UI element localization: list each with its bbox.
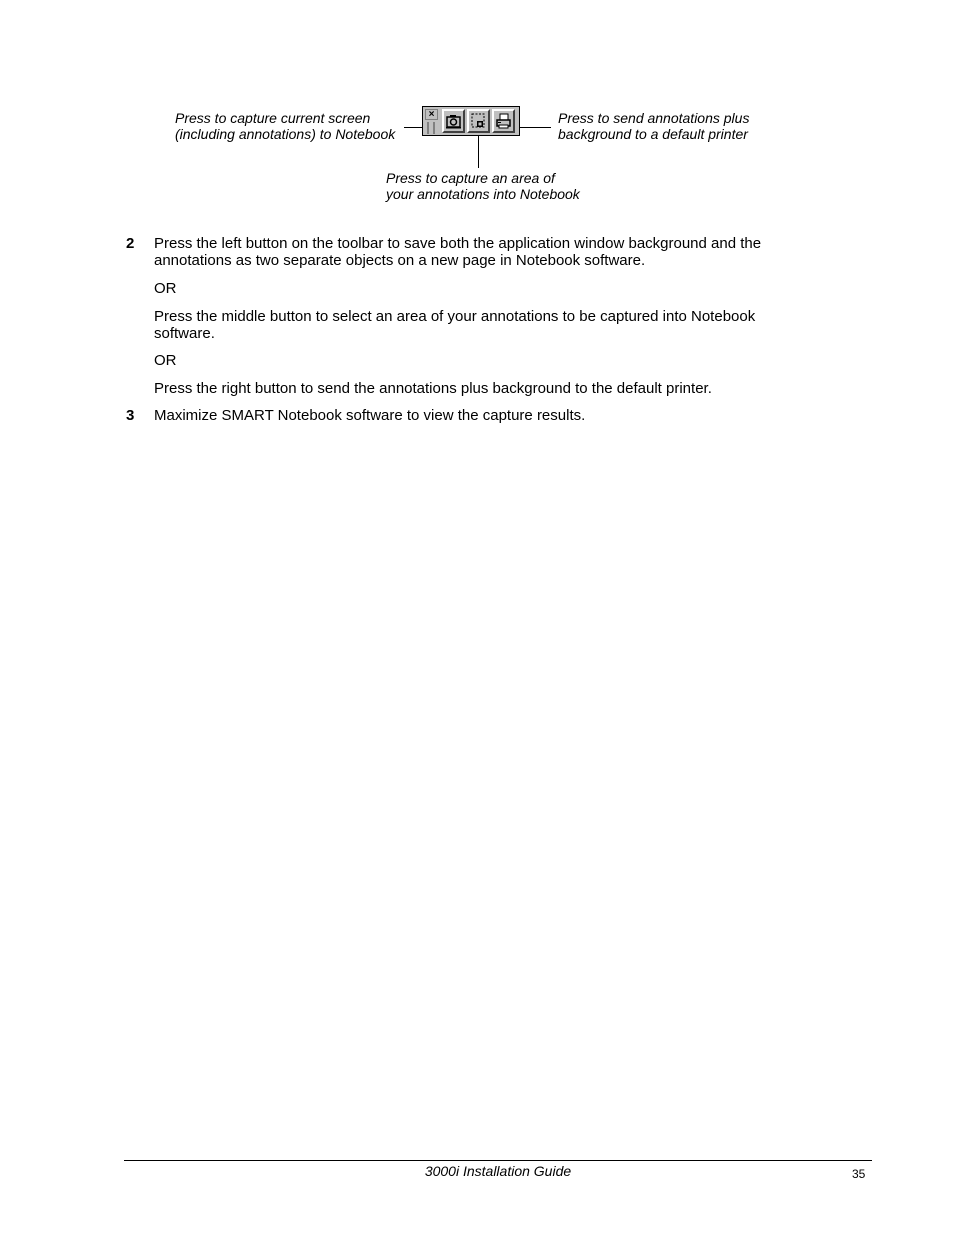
capture-area-button[interactable] xyxy=(467,109,490,133)
page-number: 35 xyxy=(852,1167,866,1181)
area-select-icon xyxy=(470,112,487,130)
step-text: Maximize SMART Notebook software to view the capture results. xyxy=(154,407,586,424)
print-button[interactable] xyxy=(492,109,515,133)
callout-line: your annotations into Notebook xyxy=(386,186,580,202)
printer-icon xyxy=(495,112,512,130)
footer-rule xyxy=(124,1160,872,1161)
callout-line: background to a default printer xyxy=(558,126,748,142)
or-separator: OR xyxy=(154,352,177,369)
step-number: 2 xyxy=(126,235,135,252)
callout-capture-area xyxy=(386,170,580,202)
close-icon[interactable]: × xyxy=(425,109,438,120)
callout-capture-screen xyxy=(175,110,395,142)
step-text: Press the left button on the toolbar to save both the application window background and the annotations as two separate objects on a new page in Notebook software. xyxy=(154,235,762,269)
capture-toolbar xyxy=(422,106,520,136)
camera-icon xyxy=(445,112,462,130)
step-number: 3 xyxy=(126,407,135,424)
paragraph-right-button: Press the right button to send the annotations plus background to the default printer. xyxy=(154,380,712,397)
callout-line: Press to send annotations plus xyxy=(558,110,750,126)
callout-line: Press to capture current screen xyxy=(175,110,371,126)
callout-print xyxy=(558,110,749,142)
capture-screen-button[interactable] xyxy=(442,109,465,133)
footer-title: 3000i Installation Guide xyxy=(424,1163,572,1179)
paragraph-middle-button: Press the middle button to select an area of your annotations to be captured into Notebook software. xyxy=(154,308,756,342)
callout-line: (including annotations) to Notebook xyxy=(175,126,396,142)
grip-handle xyxy=(427,122,435,134)
or-separator: OR xyxy=(154,280,177,297)
callout-line: Press to capture an area of xyxy=(386,170,555,186)
